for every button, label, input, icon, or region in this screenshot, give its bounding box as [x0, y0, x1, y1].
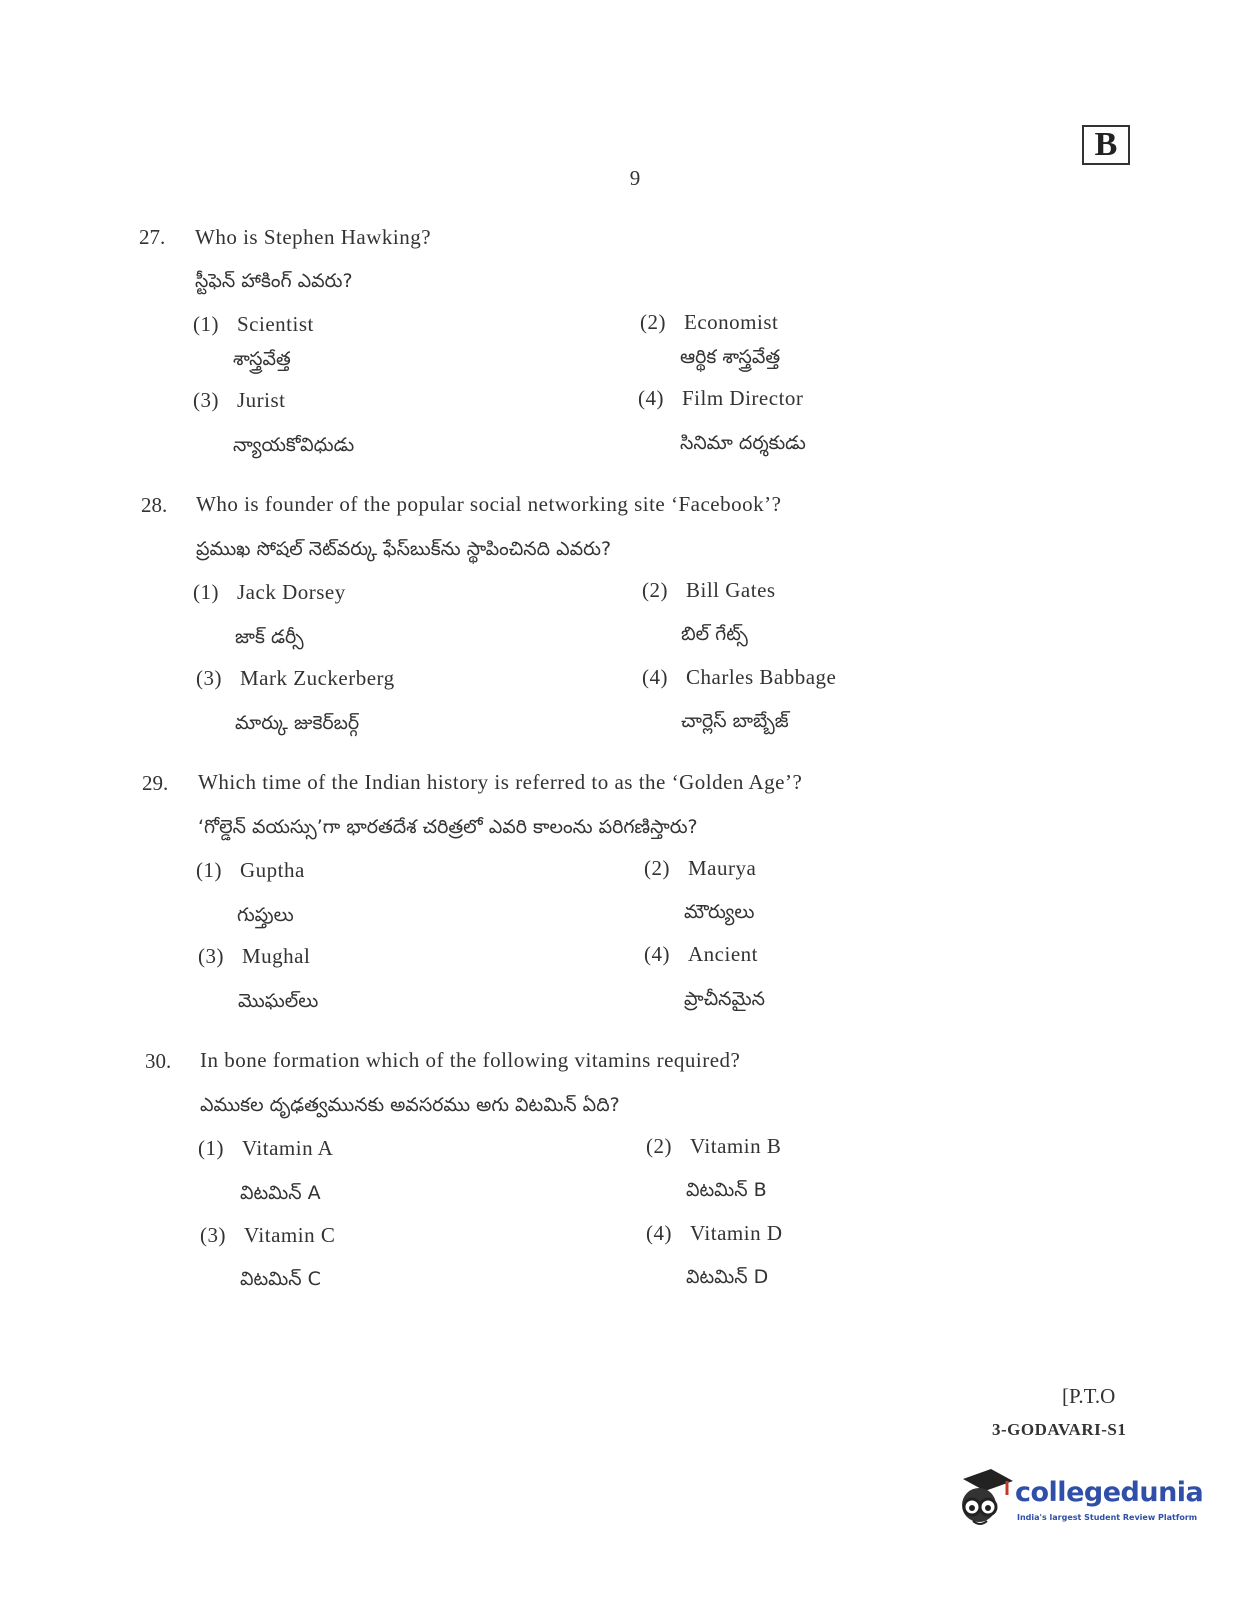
option-label: Vitamin A — [242, 1136, 334, 1160]
question-text-telugu: ప్రముఖ సోషల్ నెట్‌వర్కు ఫేస్‌బుక్‌ను స్థాపించినది ఎవరు? — [196, 538, 612, 560]
option-3 — [196, 666, 395, 691]
option-marker: (3) — [193, 388, 219, 412]
option-1 — [193, 580, 346, 605]
option-label: Economist — [684, 310, 779, 334]
option-label: Maurya — [688, 856, 757, 880]
option-label: Vitamin B — [690, 1134, 782, 1158]
option-2 — [640, 310, 778, 335]
option-label-telugu: జాక్ డర్సీ — [235, 626, 304, 648]
option-label: Jurist — [237, 388, 286, 412]
option-label: Charles Babbage — [686, 665, 837, 689]
pto-label: [P.T.O — [1062, 1384, 1116, 1408]
option-1 — [198, 1136, 333, 1161]
question-number: 30. — [145, 1049, 172, 1073]
page-number: 9 — [629, 166, 641, 190]
option-label: Vitamin C — [244, 1223, 336, 1247]
option-4 — [646, 1221, 782, 1246]
option-label: Vitamin D — [690, 1221, 783, 1245]
option-label-telugu: ప్రాచీనమైన — [684, 988, 765, 1010]
option-label-telugu: మొఘల్‌లు — [238, 990, 319, 1012]
option-2 — [644, 856, 756, 881]
option-3 — [193, 388, 286, 413]
option-label-telugu: గుప్తులు — [237, 904, 294, 926]
option-marker: (2) — [640, 310, 666, 334]
option-label: Bill Gates — [686, 578, 776, 602]
option-marker: (4) — [646, 1221, 672, 1245]
option-marker: (1) — [193, 312, 219, 336]
option-marker: (2) — [646, 1134, 672, 1158]
option-label-telugu: విటమిన్ A — [240, 1182, 321, 1204]
option-label: Scientist — [237, 312, 314, 336]
option-2 — [642, 578, 776, 603]
option-1 — [193, 312, 314, 337]
mascot-icon — [955, 1465, 1015, 1535]
question-text-telugu: ఎముకల దృఢత్వమునకు అవసరము అగు విటమిన్ ఏది? — [200, 1094, 620, 1116]
option-label-telugu: ఆర్థిక శాస్త్రవేత్త — [680, 346, 781, 368]
option-marker: (1) — [196, 858, 222, 882]
option-2 — [646, 1134, 781, 1159]
option-label-telugu: మార్కు జుకెర్‌బర్గ్ — [235, 712, 360, 734]
option-marker: (2) — [644, 856, 670, 880]
option-label: Mughal — [242, 944, 311, 968]
option-marker: (4) — [638, 386, 664, 410]
question-text: Who is founder of the popular social networking site ‘Facebook’? — [196, 492, 782, 516]
option-label: Ancient — [688, 942, 758, 966]
question-number: 29. — [142, 771, 169, 795]
option-marker: (1) — [198, 1136, 224, 1160]
option-label-telugu: విటమిన్ D — [686, 1266, 769, 1288]
option-label: Mark Zuckerberg — [240, 666, 395, 690]
option-4 — [642, 665, 836, 690]
option-3 — [200, 1223, 335, 1248]
option-1 — [196, 858, 305, 883]
option-label-telugu: విటమిన్ B — [686, 1179, 767, 1201]
option-label-telugu: మౌర్యులు — [684, 901, 755, 923]
option-marker: (4) — [642, 665, 668, 689]
brand-name: collegedunia — [1015, 1477, 1204, 1508]
question-text: In bone formation which of the following vitamins required? — [200, 1048, 741, 1072]
option-label-telugu: సినిమా దర్శకుడు — [680, 432, 806, 454]
option-marker: (4) — [644, 942, 670, 966]
option-label: Film Director — [682, 386, 804, 410]
option-label-telugu: శాస్త్రవేత్త — [233, 348, 291, 370]
option-3 — [198, 944, 310, 969]
option-marker: (3) — [196, 666, 222, 690]
option-label-telugu: చార్లెస్ బాబ్బేజ్ — [681, 710, 789, 732]
option-4 — [638, 386, 803, 411]
option-marker: (2) — [642, 578, 668, 602]
option-label: Jack Dorsey — [237, 580, 346, 604]
question-text-telugu: స్టీఫెన్ హాకింగ్ ఎవరు? — [195, 270, 353, 292]
option-marker: (3) — [200, 1223, 226, 1247]
option-label-telugu: బిల్ గేట్స్ — [681, 623, 748, 645]
brand-tagline: India's largest Student Review Platform — [1017, 1513, 1198, 1522]
question-text-telugu: ‘గోల్డెన్ వయస్సు’గా భారతదేశ చరిత్రలో ఎవరి కాలంను పరిగణిస్తారు? — [198, 816, 698, 838]
question-text: Who is Stephen Hawking? — [195, 225, 432, 249]
option-label-telugu: విటమిన్ C — [240, 1268, 321, 1290]
option-label-telugu: న్యాయకోవిధుడు — [233, 434, 355, 456]
option-marker: (1) — [193, 580, 219, 604]
question-number: 28. — [141, 493, 168, 517]
watermark-logo — [955, 1465, 1204, 1535]
option-label: Guptha — [240, 858, 305, 882]
question-text: Which time of the Indian history is referred to as the ‘Golden Age’? — [198, 770, 803, 794]
option-marker: (3) — [198, 944, 224, 968]
series-box: B — [1082, 125, 1130, 165]
option-4 — [644, 942, 758, 967]
booklet-code: 3-GODAVARI-S1 — [992, 1420, 1127, 1439]
question-number: 27. — [139, 225, 166, 249]
